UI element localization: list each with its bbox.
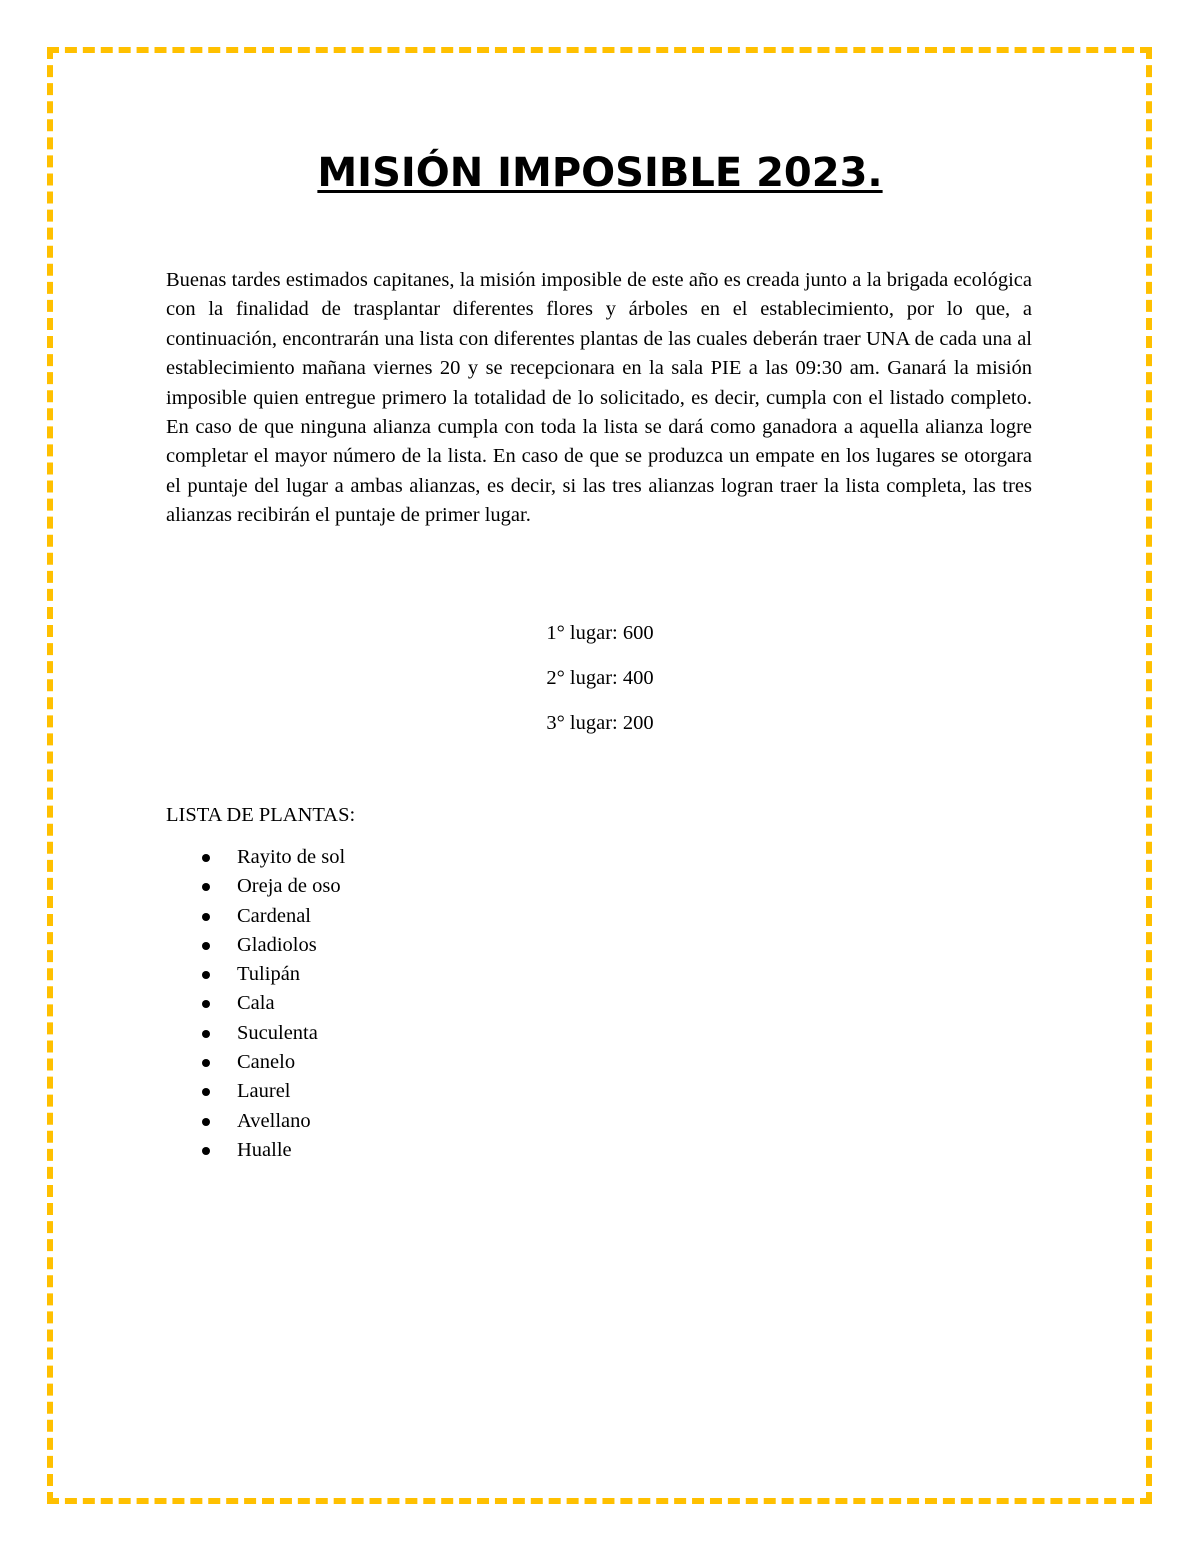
prize-third: 3° lugar: 200: [546, 712, 654, 734]
list-item: [166, 843, 345, 872]
list-item: [166, 1019, 345, 1048]
bullet-icon: [202, 1059, 210, 1067]
bullet-icon: [202, 1147, 210, 1155]
bullet-icon: [202, 1088, 210, 1096]
bullet-icon: [202, 942, 210, 950]
plant-list-heading: LISTA DE PLANTAS:: [166, 804, 356, 826]
list-item: [166, 931, 345, 960]
list-item-label: Laurel: [237, 1080, 291, 1103]
bullet-icon: [202, 854, 210, 862]
document-title-text: MISIÓN IMPOSIBLE 2023.: [317, 150, 883, 196]
bullet-icon: [202, 883, 210, 891]
bullet-icon: [202, 1118, 210, 1126]
list-item: [166, 1107, 345, 1136]
intro-paragraph: Buenas tardes estimados capitanes, la misión imposible de este año es creada junto a la brigada ecológica con la finalidad de trasplantar diferentes flores y árboles en el establecimiento, por lo que, a continuación, encontrarán una lista con diferentes plantas de las cuales deberán traer UNA de cada una al establecimiento mañana viernes 20 y se recepcionara en la sala PIE a las 09:30 am. Ganará la misión imposible quien entregue primero la totalidad de lo solicitado, es decir, cumpla con el listado completo. En caso de que ninguna alianza cumpla con toda la lista se dará como ganadora a aquella alianza logre completar el mayor número de la lista. En caso de que se produzca un empate en los lugares se otorgara el puntaje del lugar a ambas alianzas, es decir, si las tres alianzas logran traer la lista completa, las tres alianzas recibirán el puntaje de primer lugar.: [166, 269, 1032, 527]
prize-list: [0, 618, 1200, 753]
list-item: [166, 1136, 345, 1165]
prize-second: 2° lugar: 400: [546, 667, 654, 689]
list-item: [166, 902, 345, 931]
list-item-label: Cala: [237, 992, 275, 1015]
list-item-label: Suculenta: [237, 1021, 318, 1044]
list-item: [166, 989, 345, 1018]
plant-list: [166, 843, 345, 1165]
list-item-label: Avellano: [237, 1109, 311, 1132]
document-title: [0, 147, 1200, 199]
list-item-label: Cardenal: [237, 904, 311, 927]
list-item: [166, 1048, 345, 1077]
list-item-label: Hualle: [237, 1138, 292, 1161]
list-item: [166, 872, 345, 901]
bullet-icon: [202, 1000, 210, 1008]
list-item: [166, 960, 345, 989]
list-item-label: Oreja de oso: [237, 875, 341, 898]
list-item-label: Gladiolos: [237, 933, 317, 956]
bullet-icon: [202, 971, 210, 979]
list-item-label: Rayito de sol: [237, 846, 346, 868]
bullet-icon: [202, 913, 210, 921]
list-item-label: Tulipán: [237, 963, 301, 986]
prize-first: 1° lugar: 600: [546, 622, 654, 644]
bullet-icon: [202, 1030, 210, 1038]
list-item: [166, 1077, 345, 1106]
list-item-label: Canelo: [237, 1051, 296, 1074]
